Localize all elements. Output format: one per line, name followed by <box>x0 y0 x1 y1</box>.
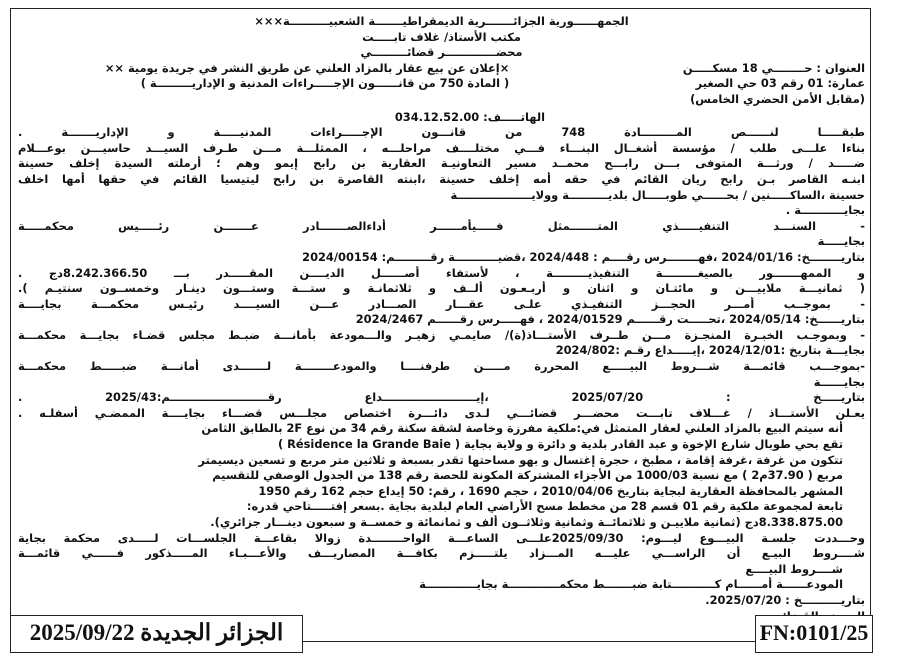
notice-line: بجايـــــة <box>817 234 865 249</box>
notice-line: ضـــــد / ورثـــة المتوفى بـــن رابـــح محمــد مسير التعاونيـة العقارية بن رابح إيمو وهم ؛ أرملته السيدة إخلف حسينة <box>18 156 865 171</box>
file-number: FN:0101/25 <box>759 620 869 645</box>
document-title: محضـــــــــــــر قضائـــــــــي <box>360 45 523 60</box>
notice-line: 8.338.875.00دج (ثمانية ملاييـن و ثلاثمائــة وثمانية وثلاثــون ألف و ثمانمائة و خمســة و سبعون دينـــار جزائري). <box>210 515 843 529</box>
republic-heading: الجمهــــــورية الجزائـــــــرية الديمقراطيـــــــة الشعبيــــــــــة××× <box>254 14 629 28</box>
notice-body <box>18 125 865 624</box>
phone-number: الهاتـــــف: 034.12.52.00 <box>394 109 545 124</box>
notice-line: طبقـــــا لنــــــص المـــــــــادة 748 من قانـــون الإجـــــراءات المدنيـــــة و الإداريـــــــة . <box>18 125 865 140</box>
notice-line: شــــروط البيـع أن الراســـي عليـــه المـــزاد يلتـــــزم بكافـــة المصاريـــف والأعـــبـاء المـــــذكور فــــــي قائمـــة <box>18 546 865 561</box>
notice-block <box>18 61 509 108</box>
notice-line: بتاريــــــخ: 2024/05/14 ،تحـــــت رقــــــم 2024/01529 ، فهـــــرس رقــــــم 2024/2467 <box>355 312 865 327</box>
notice-line: حسينة ،الساكـــــنين / بحــــــي طوبـــــال بلديــــــــــة وولايـــــــــــــــــــة <box>450 187 865 202</box>
notice-line: بجايــــــة <box>813 374 865 389</box>
notice-line: - وبموجـب الخبـرة المنجـزة مـــن طــرف الأستـــاذ(ة)/ صايمـي زهيـر والـــمودعة بأمانـــة ضبـط مجلس قضـاء بجايـــة محكمـــة <box>18 327 865 342</box>
notice-line: بتاريــــــــــخ : 2025/07/20. <box>705 592 865 607</box>
notice-line: المودعــــــة أمــــــام كـــــــــــتابة ضبـــــــط محكمـــــــــــــة بجايـــــــــــــة <box>419 577 843 592</box>
notice-line: ( ثمانيـــة ملاييـــن و مائتـان و اثنان و أربـعـون ألــف و ثلاثمانـة و ستـــة وستـــون دينـار وخمســون سنتيـم ). <box>18 281 865 296</box>
address-block <box>509 61 865 108</box>
notice-line: تقع بحي طوبال شارع الإخوة و عبد القادر بلدية و دائرة و ولاية بجاية ( Résidence la Grande Baie ) <box>277 437 843 452</box>
address-line-2: عمارة: 01 رقم 03 حي الصغير <box>695 76 865 91</box>
address-line-3: (مقابل الأمن الحضري الخامس) <box>690 91 865 106</box>
notice-line: مربع ( 37.90م2 ) مع نسبة 1000/03 من الأجزاء المشتركة المكونة للحصة رقم 138 من الجدول الوصفي للتقسيم <box>212 468 843 483</box>
file-number-box <box>755 615 873 653</box>
notice-title: ×إعلان عن بيع عقار بالمزاد العلني عن طريق النشر في جريدة يومية ×× <box>104 60 510 75</box>
notice-line: بناءا علـــى طلب / مؤسسة أشغــال البنـــاء فـــي مختلــــف مراحلـــه ، الممثلـــة مـــن طـرف السيـــد حاسيـــن بوعـــلام <box>18 140 865 155</box>
newspaper-box <box>10 615 303 653</box>
notice-line: بجايـــة بتاريخ :2024/12/01 ،إيـــــداع رقـم :2024/802 <box>555 343 865 358</box>
notice-line: شــــروط البيــــع <box>745 561 843 576</box>
notice-line: ابنـه القاصر بـن رابح ريان القائم في حقه أمه إخلف حسينة ،ابنته القاصرة بن رابح ليتيسيا القائم في حقها أمها اخلف <box>18 171 865 186</box>
notice-line: و الممهـــــــور بالصيغـــــــــة التنفيذيـــــــــة ، لأستفاء أصــــــل الديــــن المقـــــدر بـــ 8.242.366.50دج . <box>18 265 865 280</box>
legal-notice <box>18 14 865 624</box>
newspaper-date: الجزائر الجديدة 2025/09/22 <box>29 620 284 645</box>
notice-line: - السنـــد التنفيـــــذي المتـــــــمثل فـــــيأمــــــر أداءالصـــــــادر عـــــــن رئـــــيس محكمـــــة <box>18 218 865 233</box>
header-info <box>18 61 865 108</box>
notice-line: وحـــددت جلسـة البيـــوع ليـــوم: 2025/09/30علـــى الساعـــة الواحــــــــدة زوالا بقاعـــة الجلســـات لـــــدى محكمة بجاية <box>18 530 865 545</box>
notice-line: -بموجـــب قائمـــة شـــروط البيـــــع المحررة مـــــن طرفنــــا والمودعــــــــة لـــــــدى أمانـــة ضبـــــط محكمـــة <box>18 359 865 374</box>
address-line-1: العنوان : حــــــــي 18 مسكـــــن <box>682 60 865 75</box>
notice-line: تابعة لمجموعة ملكية رقم 01 قسم 28 من مخطط مسح الأراضي العام لبلدية بجاية .بسعر إفتـــــتاحي قدره: <box>246 499 843 514</box>
notice-line: بتاريـــــخ : 2025/07/20 ،إيــــــــــــــــــــــــداع رقـــــــــــــــــــــــــم:2025/43 . <box>18 390 865 405</box>
notice-line: تتكون من غرفة ،غرفة إقامة ، مطبخ ، حجرة إغتسال و بهو مساحتها تقدر بسبعة و ثلاثين متر مربع و تسعين ديسيمتر <box>198 452 843 467</box>
office-name: مكتب الأستاذ/ غلاف تابـــــت <box>362 29 521 44</box>
notice-line: بتاريــــــــخ: 2024/01/16 ،فهــــــــرس رقــــم : 2024/448 ،قضيـــــــــــة رقـــــــــم: 2024/00154 <box>302 249 865 264</box>
notice-line: يعـلن الأستـــاذ / غـــلاف تابـــت محضـــر قضائـــي لـدى دائـــرة اختصاص مجلـــس قضـــاء بجايــــة الممضـي أسفلـه . <box>18 405 865 420</box>
notice-line: بجايـــــــــــة . <box>785 203 865 218</box>
notice-line: المشهر بالمحافظة العقارية لبجاية بتاريخ 2010/04/06 ، حجم 1690 ، رقم: 50 إيداع حجم 162 رقم 1950 <box>258 483 843 498</box>
notice-line: أنه سيتم البيع بالمزاد العلني لعقار المتمثل في:ملكية مفرزة وخاصة لشقة سكنة رقم 34 من نوع 2F بالطابق الثامن <box>201 421 843 436</box>
notice-line: - بموجــب أمـــر الحجـــز التنفيـذي علـى عقـــار الصـــادر عـــن السيــــد رئيـس محكمـــة بجايــــة <box>18 296 865 311</box>
notice-article: ( المادة 750 من قانــــــون الإجـــــراءات المدنية و الإداريـــــــــة ) <box>140 76 510 91</box>
